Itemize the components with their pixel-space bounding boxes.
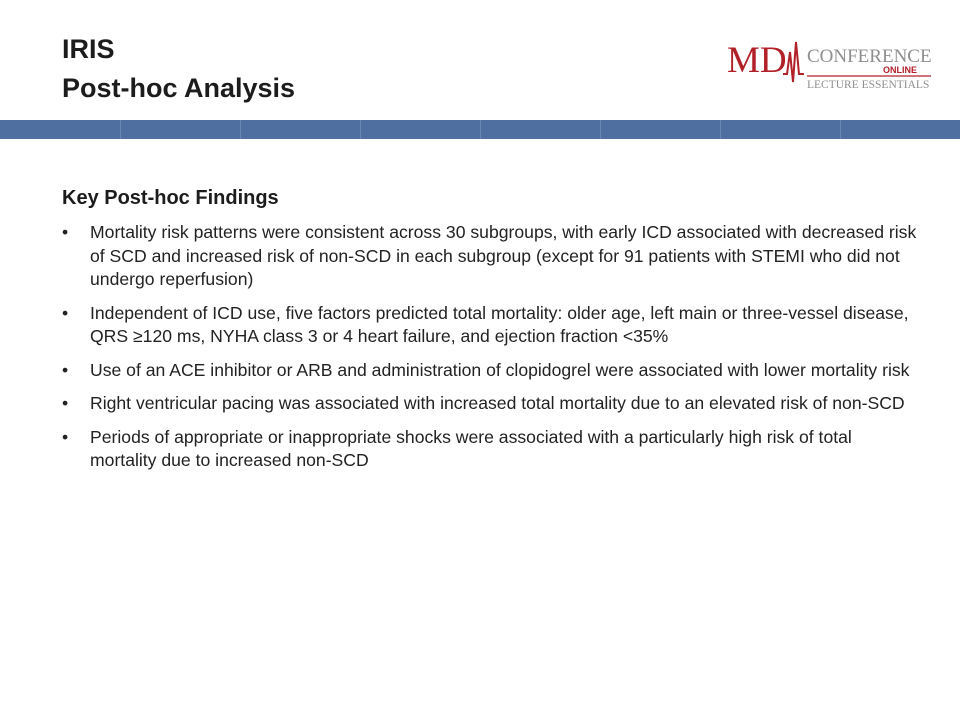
list-item <box>62 302 922 349</box>
bar-segment <box>480 120 481 139</box>
logo-conference-text: CONFERENCE <box>807 46 932 67</box>
bullet-icon: • <box>62 359 69 380</box>
bar-segment <box>720 120 721 139</box>
bullet-icon: • <box>62 302 69 323</box>
bar-segment <box>600 120 601 139</box>
findings-list <box>62 221 922 473</box>
bullet-icon: • <box>62 393 69 413</box>
bar-segment <box>360 120 361 139</box>
slide-title-line1: IRIS <box>62 34 115 64</box>
list-item <box>62 392 922 416</box>
header-divider-bar <box>0 120 960 139</box>
bar-segment <box>840 120 841 139</box>
list-item <box>62 359 922 383</box>
slide-content <box>62 185 922 483</box>
bullet-text: Periods of appropriate or inappropriate shocks were associated with a particularly high risk of total mortality due to increased non-SCD <box>90 426 852 470</box>
bullet-text: Use of an ACE inhibitor or ARB and administration of clopidogrel were associated with lower mortality risk <box>90 359 910 380</box>
bar-segment <box>240 120 241 139</box>
slide-title-line2: Post-hoc Analysis <box>62 73 296 103</box>
md-conference-logo <box>727 38 933 94</box>
list-item <box>62 221 922 292</box>
slide-title <box>62 30 295 108</box>
bullet-icon: • <box>62 222 69 242</box>
bar-segment <box>120 120 121 139</box>
logo-md-text: MD <box>727 40 787 81</box>
logo-tagline-text: LECTURE ESSENTIALS <box>807 79 930 91</box>
list-item <box>62 426 922 473</box>
bullet-text: Right ventricular pacing was associated with increased total mortality due to an elevated risk of non-SCD <box>90 393 905 413</box>
bullet-text: Mortality risk patterns were consistent across 30 subgroups, with early ICD associated with decreased risk of SCD and increased risk of non-SCD in each subgroup (except for 91 patients with STEMI who did not undergo reperfusion) <box>90 222 917 289</box>
logo-online-text: ONLINE <box>883 65 918 75</box>
section-heading: Key Post-hoc Findings <box>62 187 279 209</box>
bullet-icon: • <box>62 426 69 447</box>
bullet-text: Independent of ICD use, five factors predicted total mortality: older age, left main or three-vessel disease, QRS ≥120 ms, NYHA class 3 or 4 heart failure, and ejection fraction <35% <box>90 302 909 346</box>
